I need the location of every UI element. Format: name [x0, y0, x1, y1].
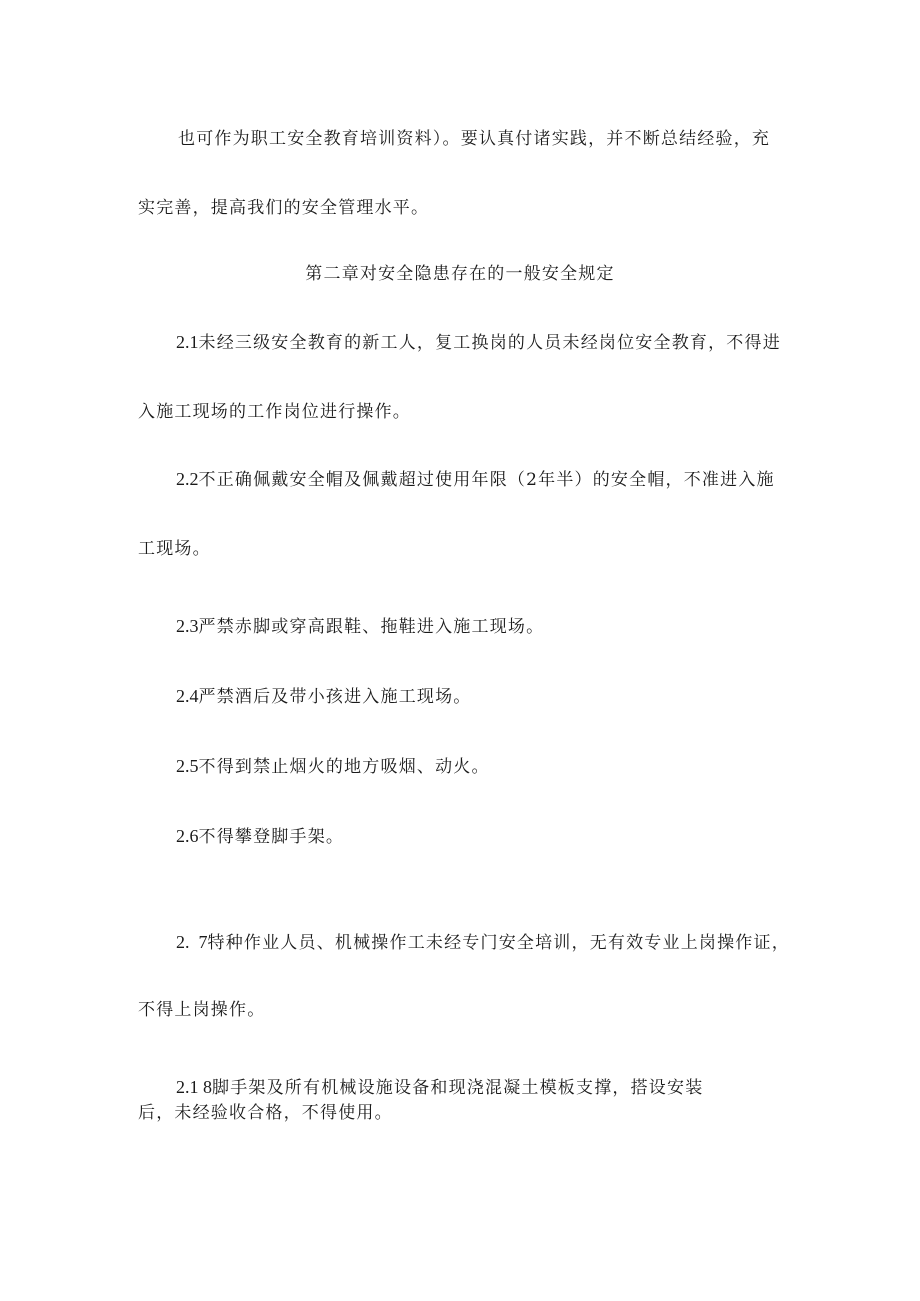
item-number: 2.1 8 — [176, 1077, 212, 1097]
item-number: 2.3 — [176, 616, 199, 636]
item-text: 不正确佩戴安全帽及佩戴超过使用年限（2年半）的安全帽，不准进入施 — [198, 470, 775, 490]
item-2-2-line-1 — [176, 467, 775, 492]
item-number: 2.6 — [176, 826, 199, 846]
item-number: 2.5 — [176, 756, 199, 776]
intro-line-1: 也可作为职工安全教育培训资料）。要认真付诸实践，并不断总结经验，充 — [178, 129, 771, 149]
item-number: 2.4 — [176, 686, 199, 706]
item-2-1-line-2: 入施工现场的工作岗位进行操作。 — [138, 402, 411, 422]
item-2-5 — [176, 754, 490, 779]
item-2-7-line-1 — [176, 930, 790, 955]
item-number: 2.2 — [176, 469, 199, 489]
item-text: 严禁酒后及带小孩进入施工现场。 — [198, 687, 472, 707]
item-2-7-line-2: 不得上岗操作。 — [138, 1000, 266, 1020]
item-2-1-line-1 — [176, 330, 781, 355]
item-text: 不得攀登脚手架。 — [198, 827, 345, 847]
item-text: 特种作业人员、机械操作工未经专门安全培训，无有效专业上岗操作证， — [207, 933, 790, 953]
item-text: 严禁赤脚或穿高跟鞋、拖鞋进入施工现场。 — [198, 617, 545, 637]
item-text: 不得到禁止烟火的地方吸烟、动火。 — [198, 757, 490, 777]
item-2-18-line-1 — [176, 1075, 703, 1100]
intro-line-2: 实完善，提高我们的安全管理水平。 — [138, 198, 430, 218]
item-number: 2. 7 — [176, 932, 208, 952]
chapter-title: 第二章对安全隐患存在的一般安全规定 — [305, 264, 615, 284]
item-text: 脚手架及所有机械设施设备和现浇混凝土模板支撑，搭设安装 — [212, 1078, 704, 1098]
item-2-18-line-2: 后，未经验收合格，不得使用。 — [138, 1103, 393, 1123]
item-2-4 — [176, 684, 472, 709]
item-2-6 — [176, 824, 344, 849]
item-text: 未经三级安全教育的新工人，复工换岗的人员未经岗位安全教育，不得进 — [198, 333, 781, 353]
item-number: 2.1 — [176, 332, 199, 352]
item-2-2-line-2: 工现场。 — [138, 539, 211, 559]
item-2-3 — [176, 614, 544, 639]
